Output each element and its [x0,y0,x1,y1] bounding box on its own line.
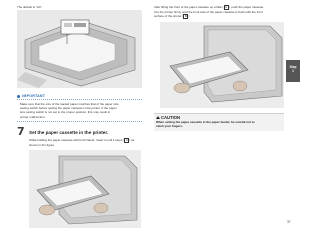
caution-icon [156,116,160,119]
right-line-tail: ). [188,14,191,19]
marker-a: A [225,5,228,9]
step-text [29,138,143,147]
printer-push-figure [160,22,284,108]
chapter-tab [286,60,300,82]
right-line: into the printer firmly until the front side of the paper cassette is flush with the front [154,10,263,14]
paper-cassette-figure [17,10,142,88]
caution-label: CAUTION [161,114,181,120]
important-icon [17,95,20,98]
important-divider [17,99,142,100]
caution-text [156,120,282,128]
right-line: After lifting the front of the paper cassette up a little ( [154,5,224,9]
important-divider-bottom [17,121,142,122]
intro-text: The default is "A4". [17,5,43,9]
chapter-tab-label: Step [289,65,297,69]
important-line: printer malfunction. [20,114,46,119]
step-line-tail: ) as [129,138,135,142]
important-label: IMPORTANT [22,94,46,98]
right-line: surface of the printer ( [154,14,184,19]
step-number: 7 [17,125,25,138]
step-line: While holding the paper cassette with both hands, insert it until it stops ( [29,138,125,142]
page-number: 37 [287,220,291,224]
step-line: shown in the figure. [29,143,56,147]
caution-line: When setting the paper cassette in the paper feeder, be careful not to [156,120,255,124]
important-line: size setting switch is not set to the proper position, this may result in [20,110,111,115]
printer-insert-figure [29,150,141,228]
important-heading [17,94,45,98]
caution-line: catch your fingers. [156,124,183,128]
right-line-tail: ), push the paper cassette [228,5,264,9]
important-text [20,102,142,119]
step-title: Set the paper cassette in the printer. [29,130,109,135]
step-marker-a: A [125,138,128,142]
chapter-tab-number: 1 [292,69,294,73]
important-line: Make sure that the size of the loaded paper matches that of the paper size [20,102,119,106]
marker-b: B [184,14,187,19]
right-intro-text [154,5,288,19]
caution-box [154,113,284,131]
important-line: setting switch before setting the paper cassette in the printer. If the paper [20,106,117,111]
